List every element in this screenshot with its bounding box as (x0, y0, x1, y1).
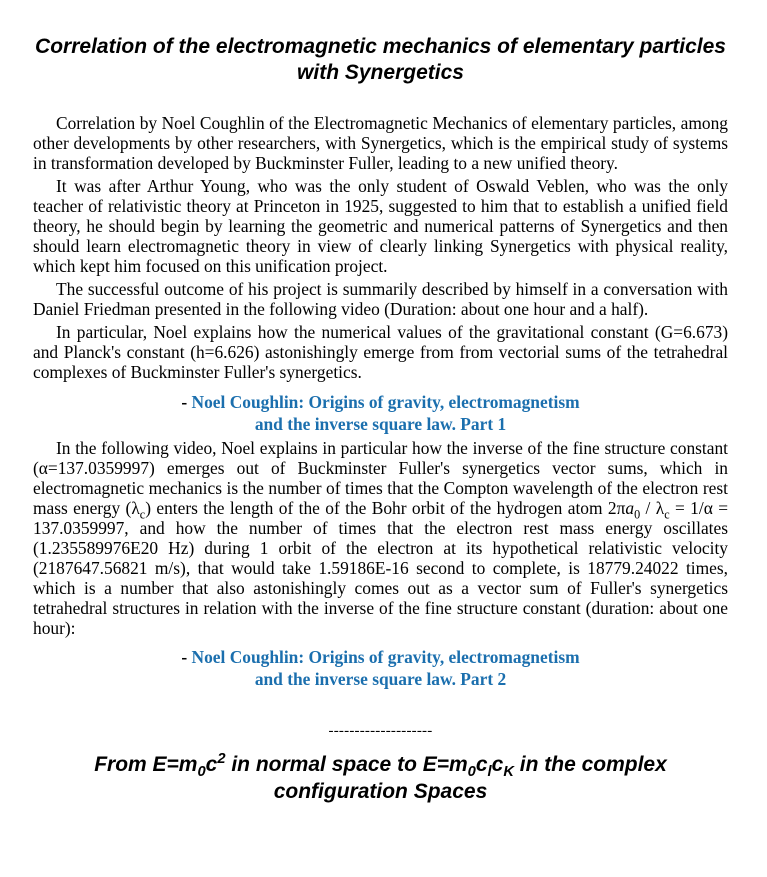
paragraph-arthur-young: It was after Arthur Young, who was the only student of Oswald Veblen, who was the only teacher of relativistic theory at Princeton in 1925, suggested to him that to establish a unified field theory, he should begin by learning the geometric and numerical patterns of Synergetics and then should learn electromagnetic theory in view of clearly linking Synergetics with physical reality, which kept him focused on this unification project. (33, 176, 728, 276)
title-segment: in the complex configuration Spaces (273, 753, 667, 803)
video-link-part2[interactable] (192, 647, 580, 689)
section-separator: -------------------- (328, 723, 433, 739)
page-title: Correlation of the electromagnetic mechanics of elementary particles with Synergetics (35, 35, 726, 84)
title-segment: c (475, 753, 488, 776)
paragraph-intro: Correlation by Noel Coughlin of the Electromagnetic Mechanics of elementary particles, among other developments by other researchers, with Synergetics, which is the empirical study of systems in transformation developed by Buckminster Fuller, leading to a new unified theory. (33, 113, 728, 173)
text-segment: ) enters the length of the of the Bohr orbit of the hydrogen atom 2π (145, 498, 626, 518)
video-link-part1-line1: Noel Coughlin: Origins of gravity, electromagnetism (191, 392, 580, 412)
text-segment: In the following video, Noel explains in particular how the inverse of the fine structure constant (α=137.0359997) emerges out of Buckminster Fuller's synergetics vector sums, which in electromagnetic mechanics is the number of times that the Compton wavelength of the electron rest mass energy (λ (33, 438, 728, 518)
video-link-block-part1 (33, 391, 728, 435)
video-link-block-part2 (33, 646, 728, 690)
subscript: c (664, 507, 670, 522)
video-link-part1[interactable] (192, 392, 580, 434)
subscript: c (139, 507, 146, 522)
paragraph-video-outcome: The successful outcome of his project is summarily described by himself in a conversation with Daniel Friedman presented in the following video (Duration: about one hour and a half). (33, 279, 728, 319)
superscript: 2 (217, 751, 226, 767)
subscript: 0 (197, 764, 206, 781)
text-segment: = 1/α = 137.0359997, and how the number of times that the electron rest mass energy oscillates (1.235589976E20 Hz) during 1 orbit of the electron at its hypothetical relativistic velocity (2187647.56821 m/s), that would take 1.59186E-16 second to complete, is 18779.24022 times, which is a number that also astonishingly comes out as a vector sum of Fuller's synergetics tetrahedral structures in relation with the inverse of the fine structure constant (duration: about one hour): (33, 498, 729, 638)
subscript: K (503, 764, 514, 781)
document-page (33, 34, 728, 805)
title-segment: in normal space to E=m (225, 753, 468, 776)
paragraph-fine-structure (33, 438, 728, 638)
section-title (33, 751, 728, 805)
title-segment: c (491, 753, 504, 776)
text-segment: / λ (640, 498, 665, 518)
link-dash: - (181, 647, 192, 667)
italic-symbol: a (625, 498, 635, 518)
video-link-part2-line1: Noel Coughlin: Origins of gravity, electromagnetism (191, 647, 580, 667)
title-segment: c (205, 753, 218, 776)
subscript: l (487, 764, 492, 781)
subscript: 0 (634, 507, 641, 522)
title-segment: From E=m (94, 753, 198, 776)
link-dash: - (181, 392, 192, 412)
paragraph-constants: In particular, Noel explains how the numerical values of the gravitational constant (G=6.673) and Planck's constant (h=6.626) astonishingly emerge from from vectorial sums of the tetrahedral complexes of Buckminster Fuller's synergetics. (33, 322, 728, 382)
video-link-part1-line2: and the inverse square law. Part 1 (254, 414, 507, 434)
video-link-part2-line2: and the inverse square law. Part 2 (254, 669, 507, 689)
subscript: 0 (467, 764, 476, 781)
